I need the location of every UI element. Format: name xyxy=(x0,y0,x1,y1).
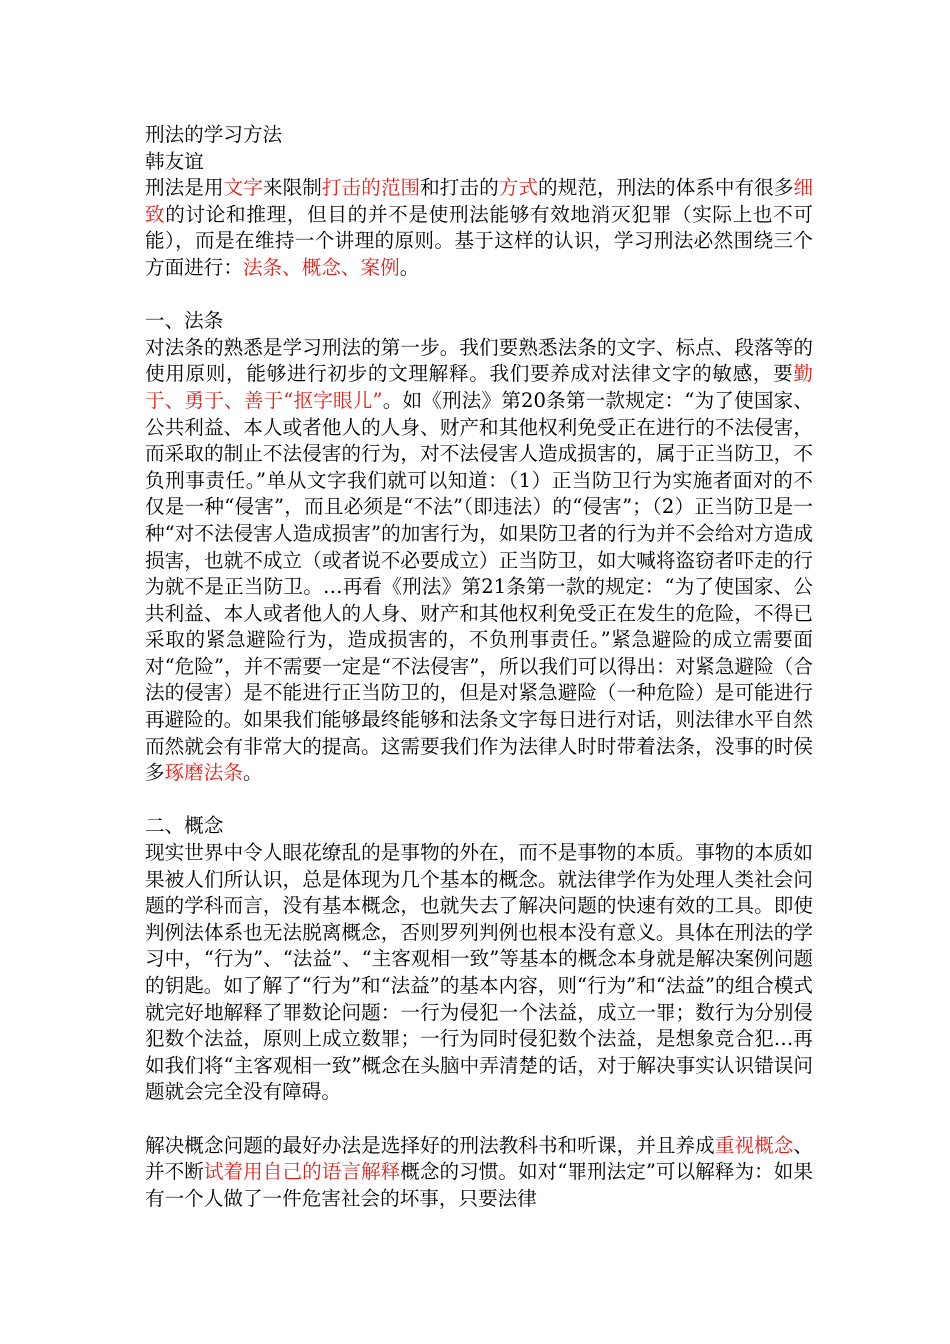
text-run: 。如《刑法》第20条第一款规定：“为了使国家、公共利益、本人或者他人的人身、财产和其他权利免受正在进行的不法侵害，而采取的制止不法侵害的行为，对不法侵害人造成损害的，属于正当防卫，不负刑事责任。”单从文字我们就可以知道：（1）正当防卫行为实施者面对的不仅是一种“侵害”，而且必须是“不法”（即违法）的“侵害”；（2）正当防卫是一种“对不法侵害人造成损害”的加害行为，如果防卫者的行为并不会给对方造成损害，也就不成立（或者说不必要成立）正当防卫，如大喊将盗窃者吓走的行为就不是正当防卫。…再看《刑法》第21条第一款的规定：“为了使国家、公共利益、本人或者他人的人身、财产和其他权利免受正在发生的危险，不得已采取的紧急避险行为，造成损害的，不负刑事责任。”紧急避险的成立需要面对“危险”，并不需要一定是“不法侵害”，所以我们可以得出：对紧急避险（合法的侵害）是不能进行正当防卫的，但是对紧急避险（一种危险）是可能进行再避险的。如果我们能够最终能够和法条文字每日进行对话，则法律水平自然而然就会有非常大的提高。这需要我们作为法律人时时带着法条，没事的时侯多 xyxy=(145,388,813,785)
document-title: 刑法的学习方法 xyxy=(145,123,283,146)
text-run: 现实世界中令人眼花缭乱的是事物的外在，而不是事物的本质。事物的本质如果被人们所认识，总是体现为几个基本的概念。就法律学作为处理人类社会问题的学科而言，没有基本概念，也就失去了解决问题的快速有效的工具。即使判例法体系也无法脱离概念，否则罗列判例也根本没有意义。具体在刑法的学习中，“行为”、“法益”、“主客观相一致”等基本的概念本身就是解决案例问题的钥匙。如了解了“行为”和“法益”的基本内容，则“行为”和“法益”的组合模式就完好地解释了罪数论问题：一行为侵犯一个法益，成立一罪；数行为分别侵犯数个法益，原则上成立数罪；一行为同时侵犯数个法益，是想象竞合犯…再如我们将“主客观相一致”概念在头脑中弄清楚的话，对于解决事实认识错误问题就会完全没有障碍。 xyxy=(145,841,813,1104)
statutes-paragraph xyxy=(145,335,813,787)
highlighted-text: 重视概念 xyxy=(714,1133,794,1157)
blank-line xyxy=(145,1106,813,1133)
section-heading-statutes: 一、法条 xyxy=(145,309,224,333)
highlighted-text: 打击的范围 xyxy=(321,176,421,200)
highlighted-text: 琢磨法条 xyxy=(164,761,243,785)
concepts-paragraph xyxy=(145,840,813,1106)
text-run: 概念的习惯。如对“罪刑法定”可以解释为：如果有一个人做了一件危害社会的坏事，只要法律 xyxy=(145,1160,813,1210)
highlighted-text: 方式 xyxy=(498,176,539,200)
text-run: 。 xyxy=(399,255,420,279)
intro-paragraph xyxy=(145,175,813,281)
text-run: 刑法是用 xyxy=(145,176,224,200)
document-author: 韩友谊 xyxy=(145,149,204,173)
text-run: 来限制 xyxy=(262,176,322,200)
text-run: 的规范，刑法的体系中有很多 xyxy=(538,176,794,200)
highlighted-text: 勤于、勇于、善于“抠字眼儿” xyxy=(145,362,813,412)
text-run: 和打击的 xyxy=(420,176,499,200)
text-run: 的讨论和推理，但目的并不是使刑法能够有效地消灭犯罪（实际上也不可能），而是在维持一个讲理的原则。基于这样的认识，学习刑法必然围绕三个方面进行： xyxy=(145,202,814,279)
highlighted-text: 细致 xyxy=(145,176,814,226)
highlighted-text: 试着用自己的语言解释 xyxy=(203,1160,401,1184)
highlighted-text: 法条、概念、案例 xyxy=(242,255,400,279)
text-run: 、并不断 xyxy=(145,1133,814,1184)
highlighted-text: 文字 xyxy=(223,176,263,200)
section-heading-concepts: 二、概念 xyxy=(145,814,224,838)
text-run: 对法条的熟悉是学习刑法的第一步。我们要熟悉法条的文字、标点、段落等的使用原则，能够进行初步的文理解释。我们要养成对法律文字的敏感，要 xyxy=(145,335,813,386)
document-page xyxy=(145,122,813,1212)
blank-line xyxy=(145,282,813,309)
blank-line xyxy=(145,787,813,814)
concepts-paragraph-2 xyxy=(145,1133,813,1213)
text-run: 。 xyxy=(242,761,263,785)
text-run: 解决概念问题的最好办法是选择好的刑法教科书和听课，并且养成 xyxy=(145,1133,715,1157)
